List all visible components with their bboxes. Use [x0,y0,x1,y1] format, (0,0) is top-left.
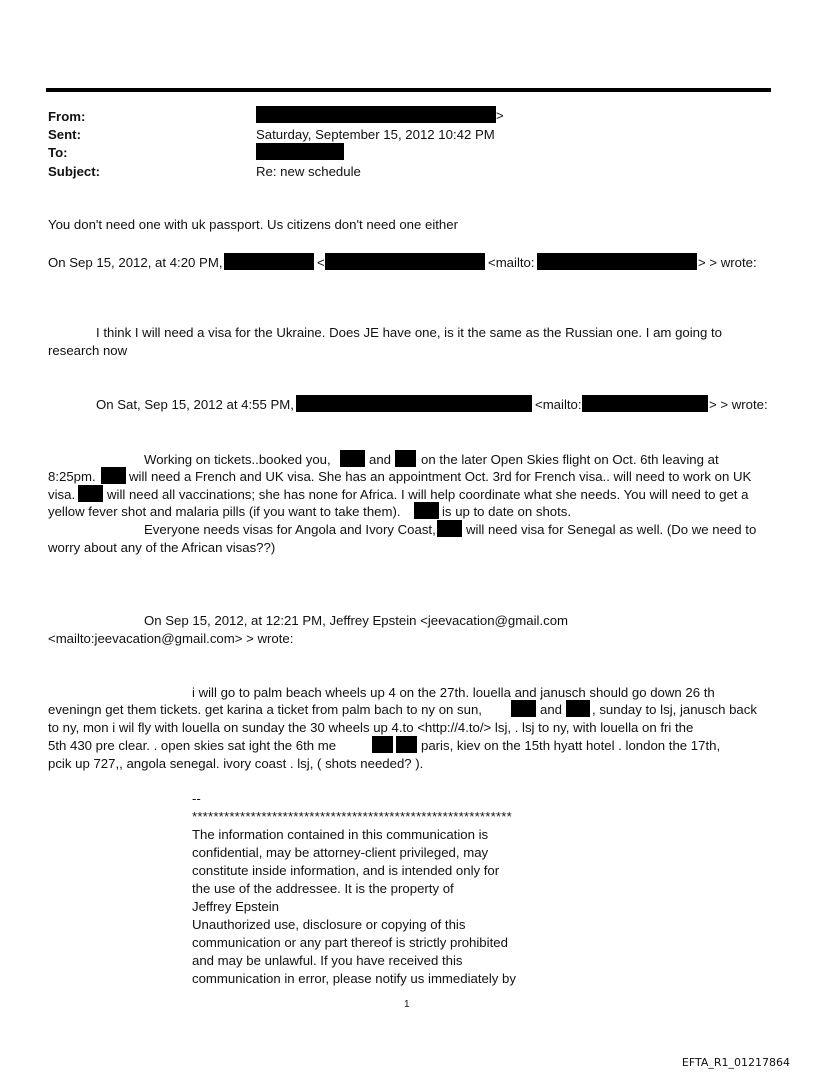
redacted-p3-d [396,736,417,753]
redacted-to [256,143,344,160]
para3-l2a: eveningn get them tickets. get karina a ticket from palm bach to ny on sun, [48,702,482,717]
quote2-end: > > wrote: [709,397,768,412]
para2-l2a: 8:25pm. [48,469,96,484]
para2-l2b: will need a French and UK visa. She has an appointment Oct. 3rd for French visa.. will need to work on UK [129,469,752,484]
signature-stars: ************************************************************ [192,809,512,824]
para1-line2: research now [48,343,128,358]
subject-label: Subject: [48,164,101,179]
redacted-p2-b [395,450,416,467]
para2-l6: worry about any of the African visas??) [48,540,276,555]
para2-l3b: will need all vaccinations; she has none for Africa. I will help coordinate what she needs. You will need to get a [107,487,749,502]
redacted-q1-email [325,253,485,270]
header-rule [46,88,771,92]
disclaimer-line: and may be unlawful. If you have received this [192,953,463,968]
quote1-end: > > wrote: [698,255,757,270]
para2-l3a: visa. [48,487,76,502]
quote2-prefix: On Sat, Sep 15, 2012 at 4:55 PM, [96,397,294,412]
redacted-p3-a [511,700,536,717]
redacted-q1-name [224,253,314,270]
disclaimer-line: Unauthorized use, disclosure or copying of this [192,917,466,932]
subject-value: Re: new schedule [256,164,361,179]
quote1-mailto: <mailto: [488,255,535,270]
para3-l5: pcik up 727,, angola senegal. ivory coast . lsj, ( shots needed? ). [48,756,424,771]
redacted-p2-f [437,520,462,537]
para2-l5b: will need visa for Senegal as well. (Do we need to [466,522,757,537]
para3-l2c: , sunday to lsj, janusch back [592,702,757,717]
para2-l1b: and [369,452,392,467]
disclaimer-line: the use of the addressee. It is the property of [192,881,454,896]
para1-line1: I think I will need a visa for the Ukraine. Does JE have one, is it the same as the Russian one. I am going to [96,325,723,340]
quote1-lt: < [317,255,325,270]
redacted-q2-mailto [582,395,708,412]
redacted-p2-d [78,485,103,502]
document-id: EFTA_R1_01217864 [681,1056,790,1069]
sent-value: Saturday, September 15, 2012 10:42 PM [256,127,495,142]
from-suffix: > [496,108,504,123]
para3-l4b: paris, kiev on the 15th hyatt hotel . london the 17th, [421,738,721,753]
disclaimer-line: confidential, may be attorney-client privileged, may [192,845,489,860]
para3-l4a: 5th 430 pre clear. . open skies sat ight the 6th me [48,738,337,753]
disclaimer-line: Jeffrey Epstein [192,899,279,914]
quote3-line1: On Sep 15, 2012, at 12:21 PM, Jeffrey Epstein <jeevacation@gmail.com [144,613,569,628]
quote1-prefix: On Sep 15, 2012, at 4:20 PM, [48,255,223,270]
disclaimer-line: communication in error, please notify us immediately by [192,971,516,986]
redacted-q2-name [296,395,532,412]
redacted-p2-a [340,450,365,467]
disclaimer-line: constitute inside information, and is intended only for [192,863,500,878]
signature-dash: -- [192,791,201,806]
para3-l2b: and [540,702,563,717]
para2-l1c: on the later Open Skies flight on Oct. 6th leaving at [421,452,719,467]
para3-l3: to ny, mon i wil fly with louella on sunday the 30 wheels up 4.to <http://4.to/> lsj, . lsj to ny, with louella on fri the [48,720,694,735]
reply-text: You don't need one with uk passport. Us citizens don't need one either [48,217,458,232]
to-label: To: [48,145,68,160]
redacted-p2-c [101,467,126,484]
quote2-mailto: <mailto: [535,397,582,412]
sent-label: Sent: [48,127,81,142]
para2-l4a: yellow fever shot and malaria pills (if you want to take them). [48,504,401,519]
redacted-p3-c [372,736,393,753]
disclaimer-line: communication or any part thereof is strictly prohibited [192,935,508,950]
redacted-q1-mailto [537,253,697,270]
para2-l1a: Working on tickets..booked you, [144,452,331,467]
redacted-from [256,106,496,123]
quote3-line2: <mailto:jeevacation@gmail.com> > wrote: [48,631,294,646]
page-number: 1 [404,999,410,1010]
from-label: From: [48,109,86,124]
disclaimer-line: The information contained in this communication is [192,827,489,842]
redacted-p3-b [566,700,590,717]
para3-l1: i will go to palm beach wheels up 4 on the 27th. louella and janusch should go down 26 th [192,685,715,700]
para2-l4b: is up to date on shots. [442,504,572,519]
redacted-p2-e [414,502,439,519]
para2-l5a: Everyone needs visas for Angola and Ivory Coast, [144,522,436,537]
